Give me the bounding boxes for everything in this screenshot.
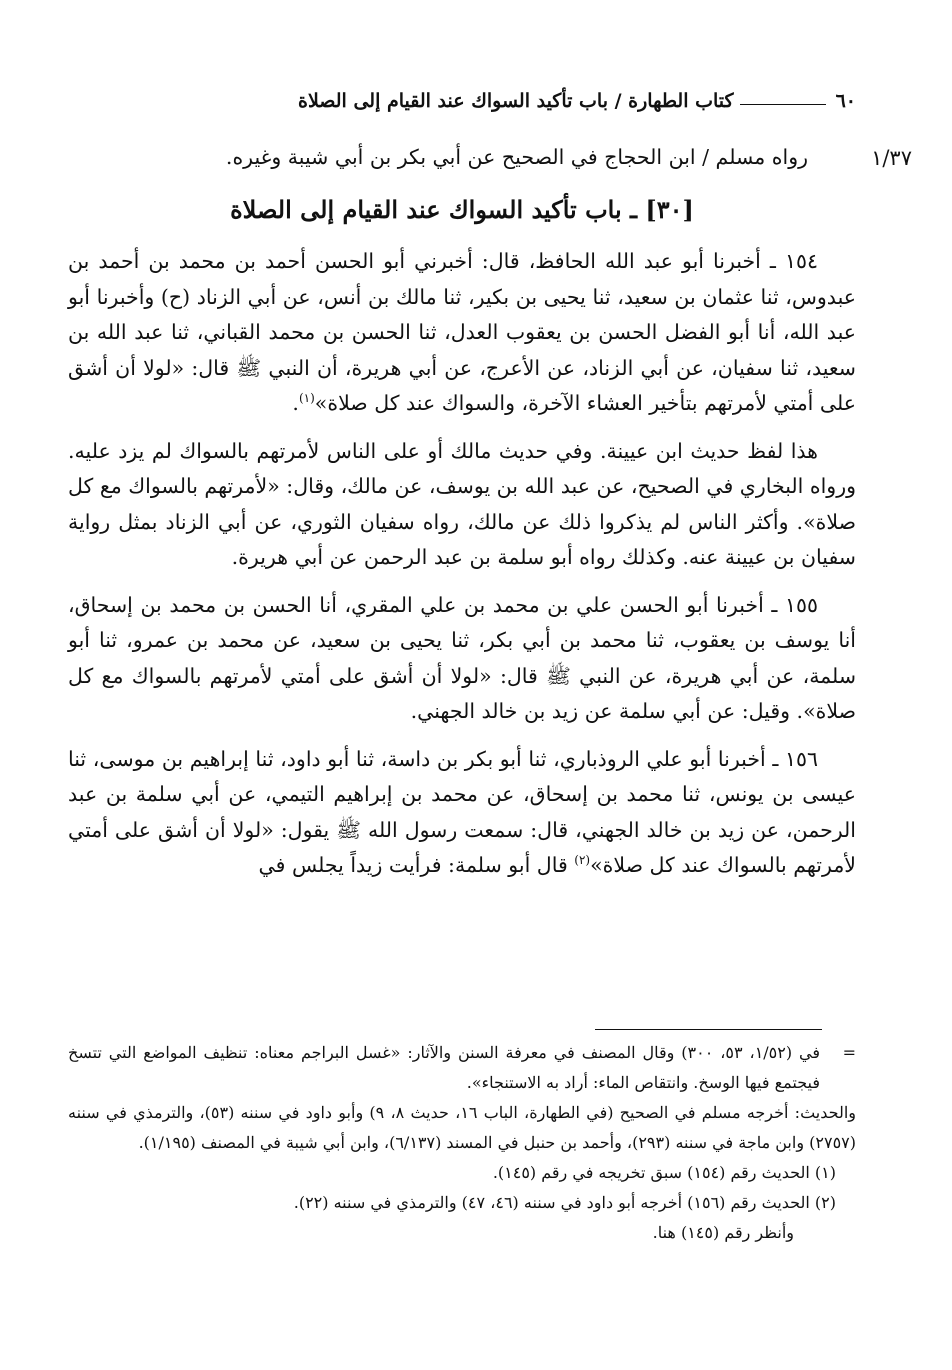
running-header [68, 78, 856, 112]
continuation-mark: = [842, 1043, 856, 1062]
footnote-2: (٢) الحديث رقم (١٥٦) أخرجه أبو داود في سننه (٤٦، ٤٧) والترمذي في سننه (٢٢). [293, 1193, 836, 1212]
paragraph-tail: . [292, 391, 299, 415]
intro-line: رواه مسلم / ابن الحجاج في الصحيح عن أبي بكر بن أبي شيبة وغيره. [225, 145, 808, 169]
footnote-ref: (٢) [574, 853, 591, 868]
paragraph-commentary [68, 434, 856, 576]
paragraph-155 [68, 588, 856, 730]
footnote-see-also: وأنظر رقم (١٤٥) هنا. [652, 1223, 794, 1242]
main-text [68, 244, 856, 896]
margin-reference: ١/٣٧ [871, 146, 912, 170]
paragraph-156 [68, 742, 856, 884]
paragraph-text: ١٥٤ ـ أخبرنا أبو عبد الله الحافظ، قال: أخبرني أبو الحسن أحمد بن محمد بن أحمد بن عبدوس، ثنا عثمان بن سعيد، ثنا يحيى بن بكير، ثنا مالك بن أنس، عن أبي الزناد (ح) وأخبرنا أبو عبد الله، أنا أبو الفضل الحسن بن يعقوب العدل، ثنا الحسن بن محمد القباني، ثنا عبد الله بن سعيد، ثنا سفيان، عن أبي الزناد، عن الأعرج، عن أبي هريرة، أن النبي ﷺ قال: «لولا أن أشق على أمتي لأمرتهم بتأخير العشاء الآخرة، والسواك عند كل صلاة» [68, 249, 856, 415]
header-rule [740, 104, 826, 105]
header-title: كتاب الطهارة / باب تأكيد السواك عند القيام إلى الصلاة [298, 90, 734, 112]
paragraph-tail: قال أبو سلمة: فرأيت زيداً يجلس في [258, 853, 575, 877]
footnotes [68, 1038, 856, 1248]
page-number: ٦٠ [835, 90, 856, 112]
footnote-1: (١) الحديث رقم (١٥٤) سبق تخريجه في رقم (١٤٥). [492, 1163, 836, 1182]
chapter-heading: [٣٠] ـ باب تأكيد السواك عند القيام إلى الصلاة [230, 195, 694, 224]
footnote-separator [595, 1029, 822, 1030]
footnote-continuation [68, 1038, 856, 1098]
footnote-hadith-sources: والحديث: أخرجه مسلم في الصحيح (في الطهارة، الباب ١٦، حديث ٨، ٩) وأبو داود في سننه (٥٣)، والترمذي في سننه (٢٧٥٧) وابن ماجة في سننه (٢٩٣)، وأحمد بن حنبل في المسند (٦/١٣٧)، وابن أبي شيبة في المصنف (١/١٩٥). [68, 1103, 857, 1152]
paragraph-text: ١٥٥ ـ أخبرنا أبو الحسن علي بن محمد بن علي المقري، أنا الحسن بن محمد بن إسحاق، أنا يوسف بن يعقوب، ثنا محمد بن أبي بكر، ثنا يحيى بن سعيد، عن محمد بن عمرو، ثنا أبو سلمة، عن أبي هريرة، عن النبي ﷺ قال: «لولا أن أشق على أمتي لأمرتهم بالسواك مع كل صلاة». وقيل: عن أبي سلمة عن زيد بن خالد الجهني. [68, 592, 856, 723]
paragraph-154 [68, 244, 856, 422]
footnote-text: في (١/٥٢، ٥٣، ٣٠٠) وقال المصنف في معرفة السنن والآثار: «غسل البراجم معناه: تنظيف المواضع التي تتسخ فيجتمع فيها الوسخ. وانتقاص الماء: أراد به الاستنجاء». [68, 1043, 821, 1092]
paragraph-text: ١٥٦ ـ أخبرنا أبو علي الروذباري، ثنا أبو بكر بن داسة، ثنا أبو داود، ثنا إبراهيم بن موسى، ثنا عيسى بن يونس، ثنا محمد بن إسحاق، عن محمد بن إبراهيم التيمي، عن أبي سلمة بن عبد الرحمن، عن زيد بن خالد الجهني، قال: سمعت رسول الله ﷺ يقول: «لولا أن أشق على أمتي لأمرتهم بالسواك عند كل صلاة» [68, 746, 856, 877]
paragraph-text: هذا لفظ حديث ابن عيينة. وفي حديث مالك أو على الناس لأمرتهم بالسواك لم يزد عليه. ورواه البخاري في الصحيح، عن عبد الله بن يوسف، عن مالك، وقال: «لأمرتهم بالسواك مع كل صلاة». وأكثر الناس لم يذكروا ذلك عن مالك، رواه سفيان الثوري، عن أبي الزناد بمثل رواية سفيان بن عيينة عنه. وكذلك رواه أبو سلمة بن عبد الرحمن عن أبي هريرة. [68, 438, 856, 569]
footnote-ref: (١) [298, 391, 315, 406]
